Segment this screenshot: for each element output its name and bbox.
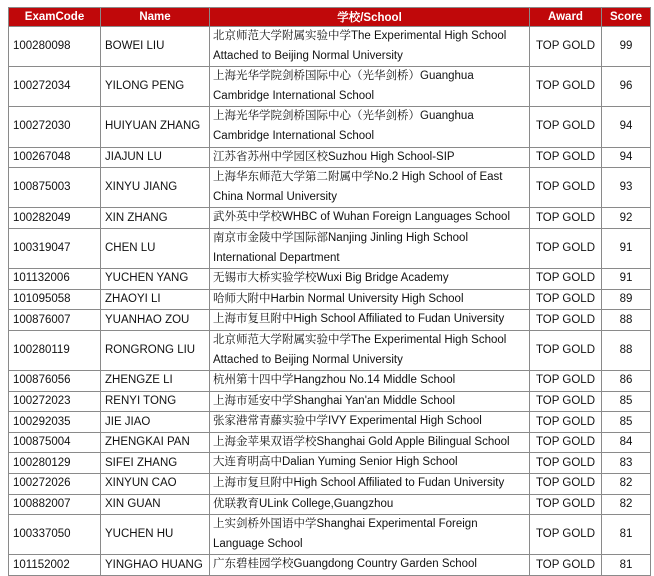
score-cell: 88 — [602, 330, 651, 370]
award-cell: TOP GOLD — [530, 474, 602, 495]
table-row — [9, 147, 651, 168]
table-row — [9, 310, 651, 331]
school-cell: 上海市复旦附中High School Affiliated to Fudan University — [210, 310, 530, 331]
school-cell: 上海华东师范大学第二附属中学No.2 High School of East China Normal University — [210, 168, 530, 208]
score-cell: 84 — [602, 432, 651, 453]
table-row — [9, 289, 651, 310]
school-cell: 上海光华学院剑桥国际中心（光华剑桥）Guanghua Cambridge International School — [210, 107, 530, 147]
score-cell: 81 — [602, 515, 651, 555]
school-cell: 上海光华学院剑桥国际中心（光华剑桥）Guanghua Cambridge International School — [210, 67, 530, 107]
score-cell: 81 — [602, 555, 651, 576]
school-cell: 武外英中学校WHBC of Wuhan Foreign Languages School — [210, 208, 530, 229]
name-cell: BOWEI LIU — [101, 27, 210, 67]
school-cell: 上海金苹果双语学校Shanghai Gold Apple Bilingual School — [210, 432, 530, 453]
exam-code-cell: 100272030 — [9, 107, 101, 147]
table-row — [9, 453, 651, 474]
score-cell: 85 — [602, 391, 651, 412]
table-row — [9, 494, 651, 515]
exam-code-cell: 100280129 — [9, 453, 101, 474]
table-row — [9, 474, 651, 495]
score-cell: 99 — [602, 27, 651, 67]
exam-code-cell: 100875003 — [9, 168, 101, 208]
name-cell: SIFEI ZHANG — [101, 453, 210, 474]
school-cell: 杭州第十四中学Hangzhou No.14 Middle School — [210, 371, 530, 392]
table-row — [9, 107, 651, 147]
exam-code-cell: 100280098 — [9, 27, 101, 67]
name-cell: YILONG PENG — [101, 67, 210, 107]
award-cell: TOP GOLD — [530, 453, 602, 474]
award-cell: TOP GOLD — [530, 555, 602, 576]
exam-code-cell: 100875004 — [9, 432, 101, 453]
exam-code-cell: 100292035 — [9, 412, 101, 433]
table-row — [9, 412, 651, 433]
table-row — [9, 269, 651, 290]
award-cell: TOP GOLD — [530, 310, 602, 331]
exam-code-cell: 100882007 — [9, 494, 101, 515]
score-cell: 86 — [602, 371, 651, 392]
award-cell: TOP GOLD — [530, 412, 602, 433]
school-cell: 上实剑桥外国语中学Shanghai Experimental Foreign Language School — [210, 515, 530, 555]
exam-code-cell: 100272023 — [9, 391, 101, 412]
exam-code-cell: 100280119 — [9, 330, 101, 370]
name-cell: ZHENGZE LI — [101, 371, 210, 392]
header-award: Award — [530, 8, 602, 27]
school-cell: 大连育明高中Dalian Yuming Senior High School — [210, 453, 530, 474]
award-cell: TOP GOLD — [530, 168, 602, 208]
header-exam-code: ExamCode — [9, 8, 101, 27]
school-cell: 上海市延安中学Shanghai Yan'an Middle School — [210, 391, 530, 412]
name-cell: HUIYUAN ZHANG — [101, 107, 210, 147]
score-cell: 82 — [602, 474, 651, 495]
table-row — [9, 432, 651, 453]
award-cell: TOP GOLD — [530, 107, 602, 147]
award-cell: TOP GOLD — [530, 494, 602, 515]
name-cell: ZHAOYI LI — [101, 289, 210, 310]
exam-code-cell: 101095058 — [9, 289, 101, 310]
school-cell: 张家港常青藤实验中学IVY Experimental High School — [210, 412, 530, 433]
school-cell: 广东碧桂园学校Guangdong Country Garden School — [210, 555, 530, 576]
award-cell: TOP GOLD — [530, 27, 602, 67]
exam-code-cell: 100337050 — [9, 515, 101, 555]
name-cell: RONGRONG LIU — [101, 330, 210, 370]
school-cell: 北京师范大学附属实验中学The Experimental High School Attached to Beijing Normal University — [210, 330, 530, 370]
exam-code-cell: 101132006 — [9, 269, 101, 290]
exam-code-cell: 101152002 — [9, 555, 101, 576]
award-cell: TOP GOLD — [530, 67, 602, 107]
score-cell: 82 — [602, 494, 651, 515]
score-cell: 96 — [602, 67, 651, 107]
table-row — [9, 555, 651, 576]
score-cell: 94 — [602, 147, 651, 168]
exam-code-cell: 100876007 — [9, 310, 101, 331]
name-cell: XINYU JIANG — [101, 168, 210, 208]
score-cell: 94 — [602, 107, 651, 147]
award-cell: TOP GOLD — [530, 371, 602, 392]
school-cell: 北京师范大学附属实验中学The Experimental High School Attached to Beijing Normal University — [210, 27, 530, 67]
name-cell: XINYUN CAO — [101, 474, 210, 495]
exam-code-cell: 100282049 — [9, 208, 101, 229]
table-row — [9, 330, 651, 370]
award-cell: TOP GOLD — [530, 515, 602, 555]
exam-code-cell: 100272026 — [9, 474, 101, 495]
school-cell: 江苏省苏州中学园区校Suzhou High School-SIP — [210, 147, 530, 168]
name-cell: YINGHAO HUANG — [101, 555, 210, 576]
name-cell: CHEN LU — [101, 228, 210, 268]
table-row — [9, 27, 651, 67]
score-cell: 92 — [602, 208, 651, 229]
name-cell: YUCHEN HU — [101, 515, 210, 555]
table-row — [9, 371, 651, 392]
name-cell: RENYI TONG — [101, 391, 210, 412]
score-cell: 89 — [602, 289, 651, 310]
name-cell: JIE JIAO — [101, 412, 210, 433]
results-sheet — [8, 7, 650, 576]
name-cell: YUCHEN YANG — [101, 269, 210, 290]
name-cell: XIN ZHANG — [101, 208, 210, 229]
award-cell: TOP GOLD — [530, 391, 602, 412]
exam-code-cell: 100319047 — [9, 228, 101, 268]
school-cell: 上海市复旦附中High School Affiliated to Fudan University — [210, 474, 530, 495]
score-cell: 83 — [602, 453, 651, 474]
award-cell: TOP GOLD — [530, 330, 602, 370]
school-cell: 南京市金陵中学国际部Nanjing Jinling High School International Department — [210, 228, 530, 268]
table-row — [9, 515, 651, 555]
school-cell: 优联教育ULink College,Guangzhou — [210, 494, 530, 515]
table-row — [9, 391, 651, 412]
award-cell: TOP GOLD — [530, 147, 602, 168]
score-cell: 91 — [602, 269, 651, 290]
exam-code-cell: 100272034 — [9, 67, 101, 107]
name-cell: ZHENGKAI PAN — [101, 432, 210, 453]
results-table — [8, 7, 651, 576]
score-cell: 91 — [602, 228, 651, 268]
name-cell: JIAJUN LU — [101, 147, 210, 168]
score-cell: 85 — [602, 412, 651, 433]
table-row — [9, 168, 651, 208]
award-cell: TOP GOLD — [530, 228, 602, 268]
award-cell: TOP GOLD — [530, 432, 602, 453]
header-name: Name — [101, 8, 210, 27]
exam-code-cell: 100267048 — [9, 147, 101, 168]
table-row — [9, 67, 651, 107]
award-cell: TOP GOLD — [530, 289, 602, 310]
header-row — [9, 8, 651, 27]
table-body — [9, 27, 651, 576]
school-cell: 无锡市大桥实验学校Wuxi Big Bridge Academy — [210, 269, 530, 290]
table-row — [9, 228, 651, 268]
name-cell: XIN GUAN — [101, 494, 210, 515]
score-cell: 93 — [602, 168, 651, 208]
name-cell: YUANHAO ZOU — [101, 310, 210, 331]
header-score: Score — [602, 8, 651, 27]
table-row — [9, 208, 651, 229]
award-cell: TOP GOLD — [530, 208, 602, 229]
header-school: 学校/School — [210, 8, 530, 27]
award-cell: TOP GOLD — [530, 269, 602, 290]
school-cell: 哈师大附中Harbin Normal University High School — [210, 289, 530, 310]
exam-code-cell: 100876056 — [9, 371, 101, 392]
score-cell: 88 — [602, 310, 651, 331]
